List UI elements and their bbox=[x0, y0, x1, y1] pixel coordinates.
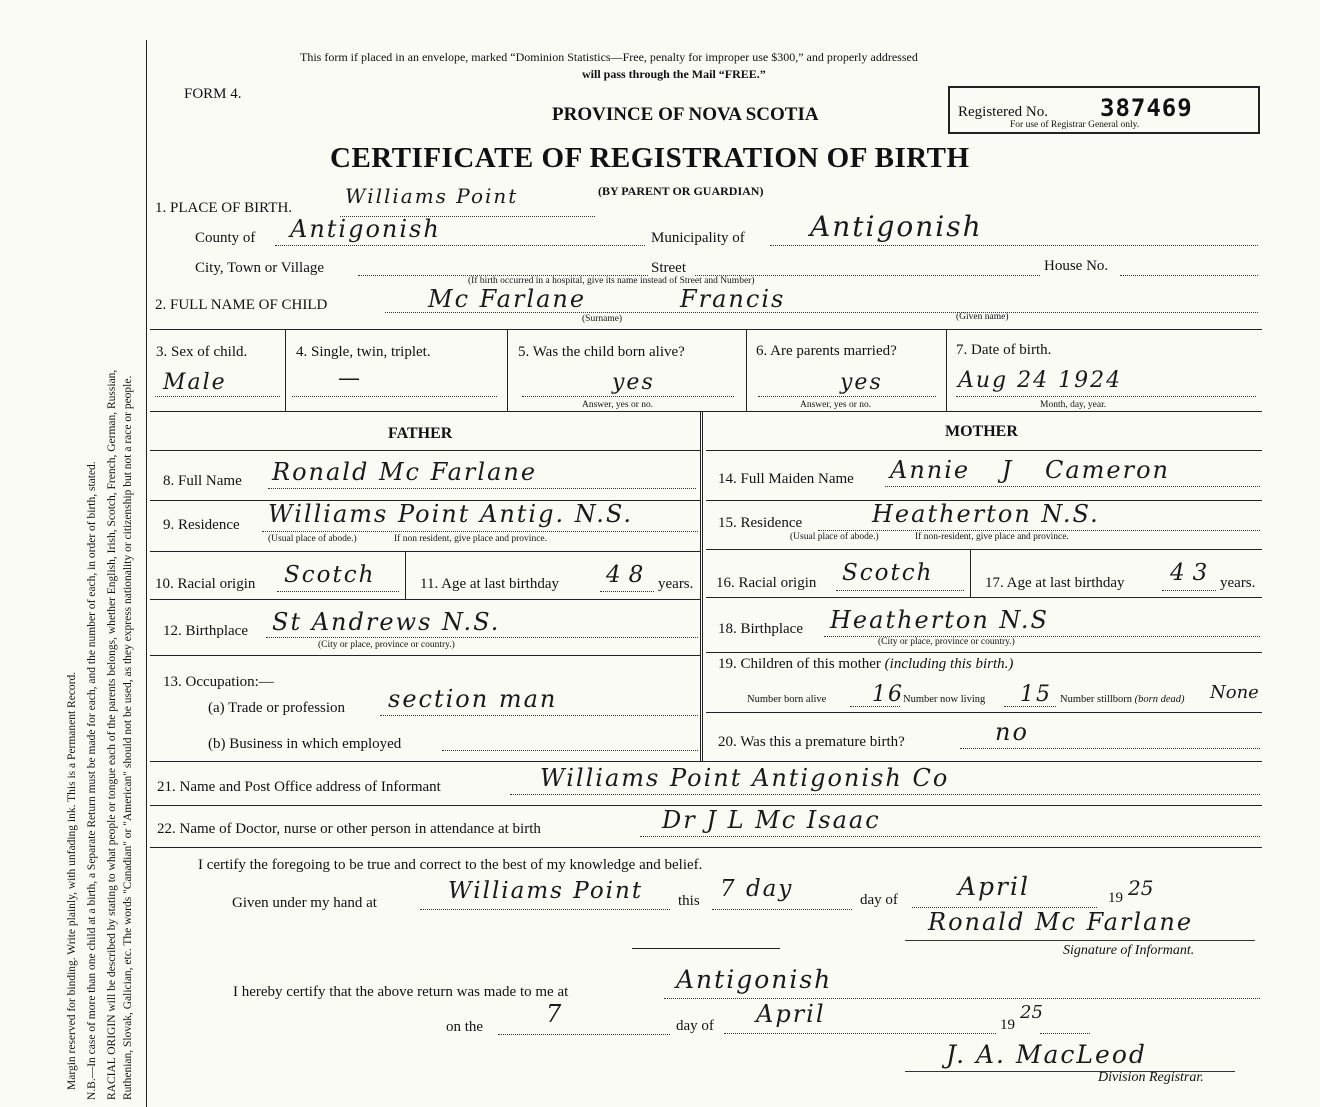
father-age-value: 48 bbox=[606, 562, 652, 588]
mother-race-label: 16. Racial origin bbox=[716, 575, 817, 591]
informant-signature: Ronald Mc Farlane bbox=[928, 908, 1194, 936]
registrar-day: 7 bbox=[546, 1000, 564, 1028]
single-line bbox=[292, 396, 497, 397]
children-note: (including this birth.) bbox=[884, 656, 1014, 672]
mother-age-value: 43 bbox=[1170, 560, 1216, 586]
given-month: April bbox=[958, 872, 1030, 901]
registrar-label: Division Registrar. bbox=[1098, 1070, 1204, 1085]
rule bbox=[706, 597, 1262, 598]
living-label: Number now living bbox=[903, 694, 986, 705]
stillborn-label bbox=[1060, 694, 1185, 705]
margin-notes bbox=[0, 0, 140, 1107]
margin-note-2: N.B.—In case of more than one child at a birth, a Separate Return must be made for each, and the number of each, in order of birth, stated. bbox=[86, 461, 98, 1100]
mother-residence-label: 15. Residence bbox=[718, 515, 803, 531]
father-birthplace-label: 12. Birthplace bbox=[163, 623, 248, 639]
single-label: 4. Single, twin, triplet. bbox=[296, 344, 431, 360]
binding-line bbox=[146, 40, 147, 1107]
mother-residence-line bbox=[818, 530, 1260, 531]
business-label: (b) Business in which employed bbox=[208, 736, 402, 752]
rule bbox=[150, 599, 700, 600]
father-age-label: 11. Age at last birthday bbox=[420, 576, 559, 592]
given-year-prefix: 19 bbox=[1108, 890, 1123, 906]
signature-label: Signature of Informant. bbox=[1063, 943, 1195, 958]
mother-residence-note-2: If non-resident, give place and province. bbox=[915, 532, 1069, 542]
registered-note: For use of Registrar General only. bbox=[1010, 120, 1140, 130]
born-alive-value: 16 bbox=[872, 682, 904, 707]
business-line bbox=[442, 750, 698, 751]
mail-notice-2: will pass through the Mail “FREE.” bbox=[582, 67, 766, 81]
doctor-bottom-border bbox=[150, 847, 1262, 848]
father-age-unit: years. bbox=[658, 576, 694, 592]
father-name-label: 8. Full Name bbox=[163, 473, 242, 489]
registrar-day-line bbox=[498, 1034, 670, 1035]
father-residence-label: 9. Residence bbox=[163, 517, 240, 533]
parents-bottom-border bbox=[150, 761, 1262, 762]
living-value: 15 bbox=[1020, 682, 1052, 707]
father-residence-value: Williams Point Antig. N.S. bbox=[268, 500, 634, 528]
living-line bbox=[1004, 706, 1056, 707]
child-name-line bbox=[385, 312, 1258, 313]
municipality-value: Antigonish bbox=[810, 210, 983, 243]
doctor-label: 22. Name of Doctor, nurse or other person in attendance at birth bbox=[157, 821, 541, 837]
doctor-line bbox=[640, 836, 1260, 837]
dob-value: Aug 24 1924 bbox=[958, 368, 1123, 393]
mother-race-line bbox=[836, 590, 964, 591]
mother-birthplace-label: 18. Birthplace bbox=[718, 621, 803, 637]
mother-heading-rule bbox=[706, 450, 1262, 451]
single-value: — bbox=[338, 366, 362, 391]
divider bbox=[507, 329, 508, 411]
row3-top-border bbox=[150, 329, 1262, 330]
rule bbox=[706, 712, 1262, 713]
divider bbox=[285, 329, 286, 411]
mother-age-label: 17. Age at last birthday bbox=[985, 575, 1125, 591]
province-heading: PROVINCE OF NOVA SCOTIA bbox=[552, 104, 819, 125]
registrar-on-the-label: on the bbox=[446, 1019, 484, 1035]
municipality-label: Municipality of bbox=[651, 230, 745, 246]
father-birthplace-note: (City or place, province or country.) bbox=[318, 640, 455, 650]
informant-value: Williams Point Antigonish Co bbox=[540, 764, 950, 792]
father-name-line bbox=[268, 488, 696, 489]
registrar-signature: J. A. MacLeod bbox=[946, 1040, 1147, 1069]
house-line bbox=[1120, 275, 1258, 276]
born-alive-label: Number born alive bbox=[747, 694, 827, 705]
registrar-year-suffix: 25 bbox=[1020, 1002, 1043, 1023]
mother-age-unit: years. bbox=[1220, 575, 1256, 591]
father-birthplace-value: St Andrews N.S. bbox=[272, 608, 501, 636]
rule bbox=[706, 652, 1262, 653]
registrar-place: Antigonish bbox=[676, 965, 833, 994]
occupation-label: 13. Occupation:— bbox=[163, 674, 274, 690]
trade-value: section man bbox=[388, 685, 558, 713]
mother-name-value: Annie J Cameron bbox=[890, 456, 1171, 484]
father-residence-note-1: (Usual place of abode.) bbox=[268, 534, 357, 544]
father-heading-rule bbox=[150, 450, 700, 451]
mother-name-label: 14. Full Maiden Name bbox=[718, 471, 854, 487]
divider bbox=[746, 329, 747, 411]
margin-note-1: Margin reserved for binding. Write plainly, with unfading ink. This is a Permanent Record. bbox=[66, 671, 78, 1090]
informant-label: 21. Name and Post Office address of Informant bbox=[157, 779, 441, 795]
rule bbox=[150, 551, 700, 552]
municipality-line bbox=[770, 245, 1258, 246]
sex-line bbox=[155, 396, 280, 397]
sex-value: Male bbox=[163, 370, 227, 395]
alive-value: yes bbox=[612, 370, 655, 395]
divider bbox=[946, 329, 947, 411]
married-line bbox=[758, 396, 936, 397]
alive-note: Answer, yes or no. bbox=[582, 400, 654, 410]
married-label: 6. Are parents married? bbox=[756, 343, 897, 359]
row3-bottom-border bbox=[150, 411, 1262, 412]
mother-age-line bbox=[1162, 590, 1216, 591]
county-label: County of bbox=[195, 230, 256, 246]
mother-residence-value: Heatherton N.S. bbox=[872, 500, 1100, 528]
certify-statement: I certify the foregoing to be true and correct to the best of my knowledge and belief. bbox=[198, 857, 703, 873]
trade-label: (a) Trade or profession bbox=[208, 700, 346, 716]
registrar-month: April bbox=[756, 1000, 826, 1028]
father-race-line bbox=[277, 591, 399, 592]
stillborn-note: (born dead) bbox=[1134, 694, 1185, 705]
dob-line bbox=[956, 396, 1256, 397]
rule bbox=[706, 549, 1262, 550]
dob-label: 7. Date of birth. bbox=[956, 342, 1052, 358]
father-heading: FATHER bbox=[388, 425, 453, 442]
given-note: (Given name) bbox=[956, 312, 1009, 322]
mother-birthplace-value: Heatherton N.S bbox=[830, 606, 1049, 634]
divider bbox=[970, 549, 971, 597]
father-race-value: Scotch bbox=[284, 562, 376, 588]
certificate-title: CERTIFICATE OF REGISTRATION OF BIRTH bbox=[330, 142, 970, 174]
place-value: Williams Point bbox=[345, 184, 519, 208]
registrar-day-of-label: day of bbox=[676, 1018, 714, 1034]
this-label: this bbox=[678, 893, 700, 909]
children-label-text: 19. Children of this mother bbox=[718, 656, 881, 672]
registered-box bbox=[948, 86, 1260, 134]
registered-number: 387469 bbox=[1100, 94, 1193, 122]
registrar-month-line bbox=[724, 1033, 996, 1034]
premature-value: no bbox=[995, 718, 1029, 746]
premature-label: 20. Was this a premature birth? bbox=[718, 734, 905, 750]
mother-name-line bbox=[885, 486, 1260, 487]
registrar-statement: I hereby certify that the above return was made to me at bbox=[233, 984, 569, 1000]
born-alive-line bbox=[850, 706, 900, 707]
children-label bbox=[718, 656, 1013, 673]
alive-label: 5. Was the child born alive? bbox=[518, 344, 685, 360]
county-value: Antigonish bbox=[290, 215, 441, 243]
father-age-line bbox=[600, 591, 654, 592]
margin-note-3: RACIAL ORIGIN will be described by stating to what people or tongue each of the parents belongs, whether English, Irish, Scotch, French, German, Russian, bbox=[106, 369, 118, 1100]
mother-residence-note-1: (Usual place of abode.) bbox=[790, 532, 879, 542]
child-surname: Mc Farlane bbox=[428, 285, 587, 313]
separator-rule bbox=[632, 948, 780, 949]
doctor-value: Dr J L Mc Isaac bbox=[662, 806, 881, 834]
place-label: 1. PLACE OF BIRTH. bbox=[155, 200, 293, 216]
rule bbox=[150, 655, 700, 656]
child-given-name: Francis bbox=[680, 285, 786, 313]
married-note: Answer, yes or no. bbox=[800, 400, 872, 410]
street-label: Street bbox=[651, 260, 686, 276]
trade-line bbox=[380, 715, 698, 716]
premature-line bbox=[960, 748, 1260, 749]
alive-line bbox=[522, 396, 734, 397]
father-race-label: 10. Racial origin bbox=[155, 576, 256, 592]
father-name-value: Ronald Mc Farlane bbox=[272, 458, 538, 486]
form-number: FORM 4. bbox=[184, 86, 242, 102]
father-residence-note-2: If non resident, give place and province. bbox=[394, 534, 547, 544]
married-value: yes bbox=[840, 370, 883, 395]
given-day: 7 day bbox=[720, 876, 794, 902]
given-label: Given under my hand at bbox=[232, 895, 377, 911]
registrar-place-line bbox=[664, 998, 1260, 999]
stillborn-label-text: Number stillborn bbox=[1060, 694, 1133, 705]
father-residence-line bbox=[262, 531, 698, 532]
mother-race-value: Scotch bbox=[842, 560, 934, 586]
certificate-subtitle: (BY PARENT OR GUARDIAN) bbox=[598, 184, 764, 198]
given-day-of-label: day of bbox=[860, 892, 898, 908]
registrar-year-line bbox=[1040, 1033, 1090, 1034]
given-year-suffix: 25 bbox=[1128, 876, 1154, 900]
mother-heading: MOTHER bbox=[945, 423, 1018, 440]
house-label: House No. bbox=[1044, 258, 1109, 274]
divider bbox=[405, 551, 406, 599]
mother-birthplace-note: (City or place, province or country.) bbox=[878, 637, 1015, 647]
surname-note: (Surname) bbox=[582, 314, 623, 324]
hospital-note: (If birth occurred in a hospital, give its name instead of Street and Number) bbox=[468, 276, 755, 286]
registered-label: Registered No. bbox=[958, 104, 1048, 120]
child-name-label: 2. FULL NAME OF CHILD bbox=[155, 297, 328, 313]
given-place-line bbox=[420, 909, 670, 910]
city-label: City, Town or Village bbox=[195, 260, 325, 276]
father-birthplace-line bbox=[266, 637, 698, 638]
given-place: Williams Point bbox=[448, 878, 644, 904]
sex-label: 3. Sex of child. bbox=[156, 344, 248, 360]
mail-notice: This form if placed in an envelope, marked “Dominion Statistics—Free, penalty for improper use $300,” and properly addressed bbox=[300, 50, 918, 64]
dob-note: Month, day, year. bbox=[1040, 400, 1107, 410]
given-day-line bbox=[712, 909, 852, 910]
county-line bbox=[275, 245, 645, 246]
parent-column-divider bbox=[700, 411, 703, 761]
margin-note-4: Ruthenian, Slovak, Galician, etc. The words "Canadian" or "American" should not be used, as they express nationality or citizenship but not a race or people. bbox=[122, 375, 134, 1100]
informant-signature-line bbox=[905, 940, 1255, 941]
registrar-year-prefix: 19 bbox=[1000, 1017, 1015, 1033]
informant-line bbox=[510, 794, 1260, 795]
stillborn-value: None bbox=[1210, 682, 1259, 703]
